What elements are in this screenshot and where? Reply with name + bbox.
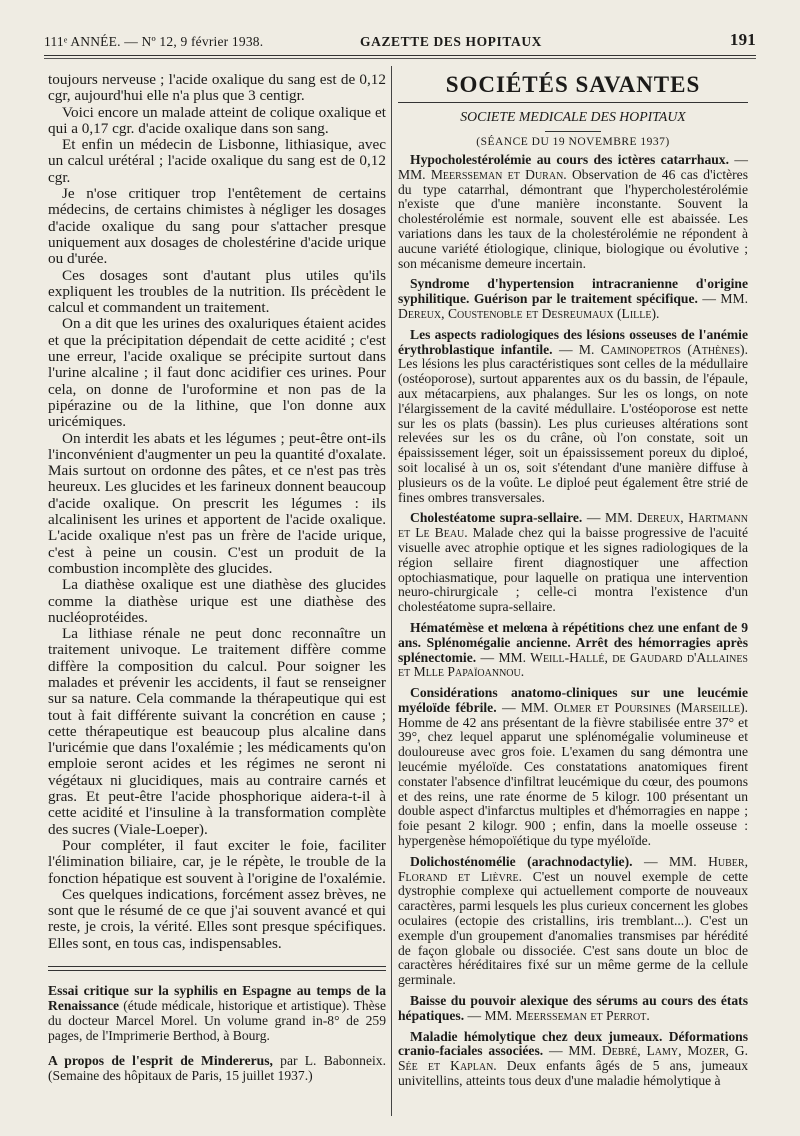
communication-authors: — M. Caminopetros (Athènes). (552, 341, 748, 357)
paragraph: La lithiase rénale ne peut donc reconnaître un traitement univoque. Le traitement diffère comme diffère la composition du calcul. Pour soigner les malades et prévenir les accidents, il faut se renseigner sur sa nature. Cela commande la thérapeutique qui est tout à fait différente suivant la concrétion en cause ; cette thérapeutique est beaucoup plus alcaline dans l'uricémie que dans l'oxalémie ; les médicaments qu'on emploie seront acides et les régimes ne seront ni végétaux ni glucidiques, mais au contraire carnés et gras. Et peut-être l'acide phosphorique aidera-t-il à cette acidité et l'insuline à la transformation complète des sucres (Viale-Loeper). (48, 625, 386, 838)
header-rule (44, 55, 756, 56)
biblio-title: A propos de l'esprit de Mindererus, (48, 1053, 273, 1069)
communication-title: Les aspects radiologiques des lésions osseuses de l'anémie érythroblastique infantile. (398, 326, 748, 357)
section-title: SOCIÉTÉS SAVANTES (445, 72, 701, 97)
journal-title: GAZETTE DES HOPITAUX (360, 34, 543, 49)
communication-authors: — MM. Meersseman et Perrot. (464, 1007, 650, 1023)
paragraph: Voici encore un malade atteint de colique oxalique et qui a 0,17 cgr. d'acide oxalique dans son sang. (48, 103, 386, 137)
communication-text: C'est un nouvel exemple de cette dystrophie complexe qui actuellement comporte de nouveaux caractères, parmi lesquels les plus curieux concernent les globes oculaires (ectopie des cristallins, iris tremblant...). C'est un exemple d'un groupement d'anomalies transmises par hérédité de façon globale ou dissociée. C'est sans doute un bloc de caractères héréditaires fixé sur un même germe de la cellule germinale. (398, 868, 748, 988)
communication-authors: — MM. Weill-Hallé, de Gaudard d'Allaines et Mlle Papaïoannou. (398, 649, 748, 680)
paragraph: Je n'ose critiquer trop l'entêtement de certains médecins, de certains chimistes à négliger les dosages d'acide oxalique du sang pour s'attacher presque uniquement aux dosages de cholestérine d'acide urique ou d'urée. (48, 185, 386, 268)
communication-title: Syndrome d'hypertension intracranienne d'origine syphilitique. Guérison par le traitement spécifique. (398, 276, 748, 307)
left-column (48, 72, 386, 1093)
communication-entry (398, 621, 748, 680)
paragraph: On a dit que les urines des oxaluriques étaient acides et que la précipitation dépendait de cette acidité ; c'est une erreur, l'acide oxalique se précipite surtout dans l'urine alcaline ; il faut donc acidifier ces urines. Pour cela, on donne de l'uroformine et non pas de la pipérazine ou de la lithine, que l'on donne aux uricémiques. (48, 315, 386, 431)
communication-text: Malade chez qui la baisse progressive de l'acuité visuelle avec atrophie optique et les signes radiologiques de la région sellaire firent diagnostiquer une affection optochiasmatique, pour laquelle on pratiqua une intervention neuro-chirurgicale ; celle-ci montra l'existence d'un cholestéatome supra-sellaire. (398, 525, 748, 615)
running-header (44, 30, 756, 56)
communication-authors: — MM. Debré, Lamy, Mozer, G. Sée et Kaplan. (398, 1043, 748, 1074)
session-date: (SÉANCE DU 19 NOVEMBRE 1937) (476, 136, 670, 148)
communication-entry (398, 328, 748, 506)
communication-title: Baisse du pouvoir alexique des sérums au cours des états hépatiques. (398, 993, 748, 1023)
communication-authors: — MM. Meersseman et Duran. (398, 152, 748, 182)
header-rule-second (44, 58, 756, 59)
communication-entry (398, 994, 748, 1024)
title-rule (398, 102, 748, 103)
communication-text: Observation de 46 cas d'ictères du type catarrhal, démontrant que l'hypercholestérolémie n'existe que d'une manière inconstante. Souvent la cholestérolémie est normale, souvent elle est abaissée. Les variations dans les taux de la cholestérolémie ne répondent à aucune variété étiologique, clinique, biologique ou évolutive ; son mécanisme demeure incertain. (398, 166, 749, 271)
paragraph: Ces dosages sont d'autant plus utiles qu'ils expliquent les troubles de la nutrition. Ils précèdent le calcul et commandent un traitement. (48, 266, 386, 317)
right-column (398, 72, 748, 1095)
communication-entry (398, 855, 748, 988)
paragraph: On interdit les abats et les légumes ; peut-être ont-ils l'inconvénient d'augmenter un peu la quantité d'oxalate. Mais surtout on ordonne des pâtes, et ce n'est pas très heureux. Les glucides et les farineux donnent beaucoup d'acide oxalique. On prescrit les légumes : ils alcalinisent les urines et apportent de l'acide oxalique. L'acide oxalique n'est pas un frère de l'acide urique, c'est à peine un cousin. C'est un produit de la combustion incomplète des glucides. (48, 429, 386, 577)
communication-entry (398, 277, 748, 321)
communication-title: Cholestéatome supra-sellaire. (410, 510, 583, 526)
issue-info: 111ᵉ ANNÉE. — Nº 12, 9 février 1938. (44, 34, 264, 49)
communication-entry (398, 1030, 748, 1089)
communication-title: Hypocholestérolémie au cours des ictères catarrhaux. (410, 152, 730, 167)
communication-title: Hématémèse et melœna à répétitions chez une enfant de 9 ans. Splénomégalie ancienne. Arrêt des hémorragies après splénectomie. (398, 619, 748, 665)
communication-entry (398, 686, 748, 849)
communications-list (398, 153, 748, 1089)
paragraph: La diathèse oxalique est une diathèse des glucides comme la diathèse urique est une diathèse des nucléoprotéides. (48, 576, 386, 626)
paragraph: toujours nerveuse ; l'acide oxalique du sang est de 0,12 cgr, aujourd'hui elle n'a plus que 3 centigr. (48, 71, 386, 105)
bibliography-entry (48, 983, 386, 1043)
biblio-text: par L. Babonneix. (Semaine des hôpitaux de Paris, 15 juillet 1937.) (48, 1053, 386, 1084)
short-rule (545, 131, 601, 132)
page-number: 191 (729, 30, 756, 49)
communication-authors: — MM. Huber, Florand et Lièvre. (398, 853, 748, 884)
communication-text: Deux enfants âgés de 5 ans, jumeaux univitellins, atteints tous deux d'une maladie hémolytique à (398, 1058, 748, 1089)
communication-title: Dolichosténomélie (arachnodactylie). (410, 853, 633, 869)
society-name: SOCIETE MEDICALE DES HOPITAUX (460, 109, 686, 124)
communication-text: Les lésions les plus caractéristiques sont celles de la médullaire (ostéoporose), surtout apparentes aux os du bassin, de l'épaule, aux métacarpiens, aux phalanges. Sur les os longs, on note l'élargissement de la cavité médullaire. L'ostéoporose est nette sur les os plats (bassin). Les plus curieuses altérations sont relevées sur les os du crâne, où l'on constate, soit un épaississement léger, soit un épaississement poreux du diploé, soit localisé à un os, soit s'étendant d'une manière diffuse à plusieurs os de la voûte. Le diploé peut également être strié de fines ombres transversales. (398, 356, 748, 505)
bibliography-entry (48, 1053, 386, 1083)
biblio-title: Essai critique sur la syphilis en Espagne au temps de la Renaissance (48, 983, 386, 1014)
paragraph: Et enfin un médecin de Lisbonne, lithiasique, avec un calcul urétéral ; l'acide oxalique du sang est de 0,12 cgr. (48, 136, 386, 186)
biblio-text: (étude médicale, historique et artistique). Thèse du docteur Marcel Morel. Un volume grand in-8° de 259 pages, de l'Imprimerie Berthod, à Bourg. (48, 998, 386, 1044)
communication-text: Homme de 42 ans présentant de la fièvre stabilisée entre 37° et 39°, chez lequel apparut une splénomégalie volumineuse et douloureuse avec gros foie. L'examen du sang démontra une leucémie myéloïde. Ces constatations anatomiques firent constater l'absence d'infiltrat leucémique du cœur, des poumons et des reins, une rate énorme de 5 kilogr. 100 présentant un double aspect d'infarctus multiples et d'hémorragies en nappe ; foie pesant 2 kilogr. 900 ; enfin, dans la moelle osseuse : hypergenèse hémopoïétique du type myéloïde. (398, 714, 748, 849)
column-divider (391, 66, 392, 1116)
communication-authors: — MM. Dereux, Coustenoble et Desreumaux (Lille). (398, 291, 749, 321)
communication-title: Considérations anatomo-cliniques sur une leucémie myéloïde fébrile. (398, 685, 748, 715)
paragraph: Ces quelques indications, forcément assez brèves, ne sont que le résumé de ce que j'ai souvent avancé et qui reste, je crois, la vérité. Elles sont presque spécifiques. Elles sont, en tous cas, indispensables. (48, 885, 386, 952)
communication-title: Maladie hémolytique chez deux jumeaux. Déformations cranio-faciales associées. (398, 1028, 748, 1059)
paragraph: Pour compléter, il faut exciter le foie, faciliter l'élimination biliaire, car, je le répète, le trouble de la fonction hépatique est souvent à l'origine de l'oxalémie. (48, 836, 386, 887)
communication-entry (398, 153, 748, 271)
section-rule (48, 966, 386, 971)
communication-authors: — MM. Olmer et Poursines (Marseille). (496, 699, 748, 715)
communication-entry (398, 511, 748, 615)
communication-authors: — MM. Dereux, Hartmann et Le Beau. (398, 510, 748, 541)
